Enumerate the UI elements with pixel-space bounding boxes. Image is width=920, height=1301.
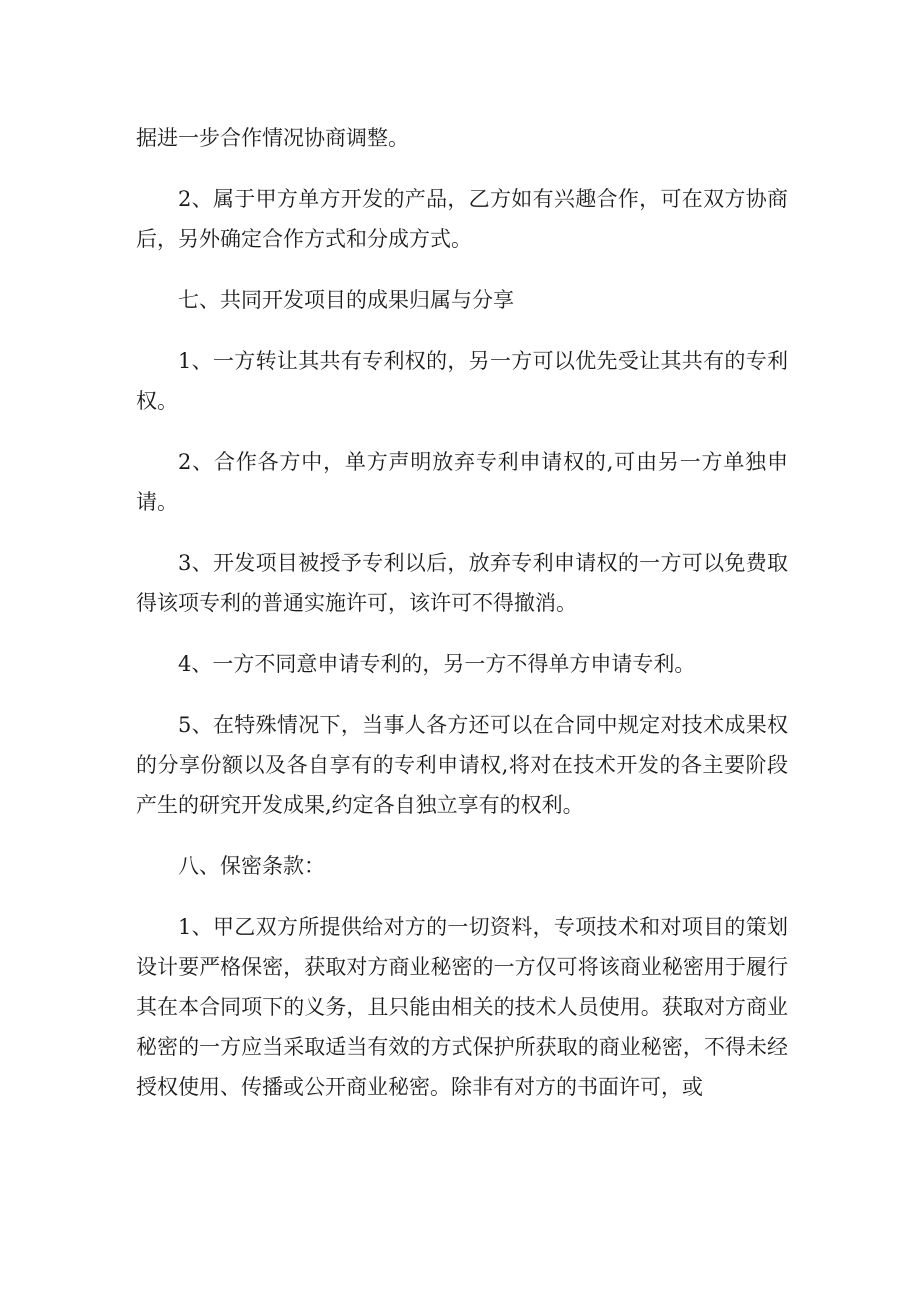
document-body — [136, 118, 788, 1128]
section-heading-7: 七、共同开发项目的成果归属与分享 — [178, 288, 514, 312]
paragraph-6: 3、开发项目被授予专利以后，放弃专利申请权的一方可以免费取得该项专利的普通实施许可，该许可不得撤消。 — [136, 551, 788, 615]
paragraph-4: 1、一方转让其共有专利权的，另一方可以优先受让其共有的专利权。 — [136, 349, 788, 413]
paragraph-10: 1、甲乙双方所提供给对方的一切资料，专项技术和对项目的策划设计要严格保密，获取对方商业秘密的一方仅可将该商业秘密用于履行其在本合同项下的义务，且只能由相关的技术人员使用。获取对方商业秘密的一方应当采取适当有效的方式保护所获取的商业秘密，不得未经授权使用、传播或公开商业秘密。除非有对方的书面许可，或 — [136, 915, 788, 1099]
paragraph-7: 4、一方不同意申请专利的，另一方不得单方申请专利。 — [178, 652, 696, 676]
paragraph-1: 据进一步合作情况协商调整。 — [136, 126, 409, 150]
paragraph-2: 2、属于甲方单方开发的产品，乙方如有兴趣合作，可在双方协商后，另外确定合作方式和分成方式。 — [136, 187, 788, 251]
paragraph-8: 5、在特殊情况下，当事人各方还可以在合同中规定对技术成果权的分享份额以及各自享有的专利申请权,将对在技术开发的各主要阶段产生的研究开发成果,约定各自独立享有的权利。 — [136, 713, 788, 817]
paragraph-5: 2、合作各方中，单方声明放弃专利申请权的,可由另一方单独申请。 — [136, 450, 788, 514]
section-heading-8: 八、保密条款： — [178, 854, 325, 878]
